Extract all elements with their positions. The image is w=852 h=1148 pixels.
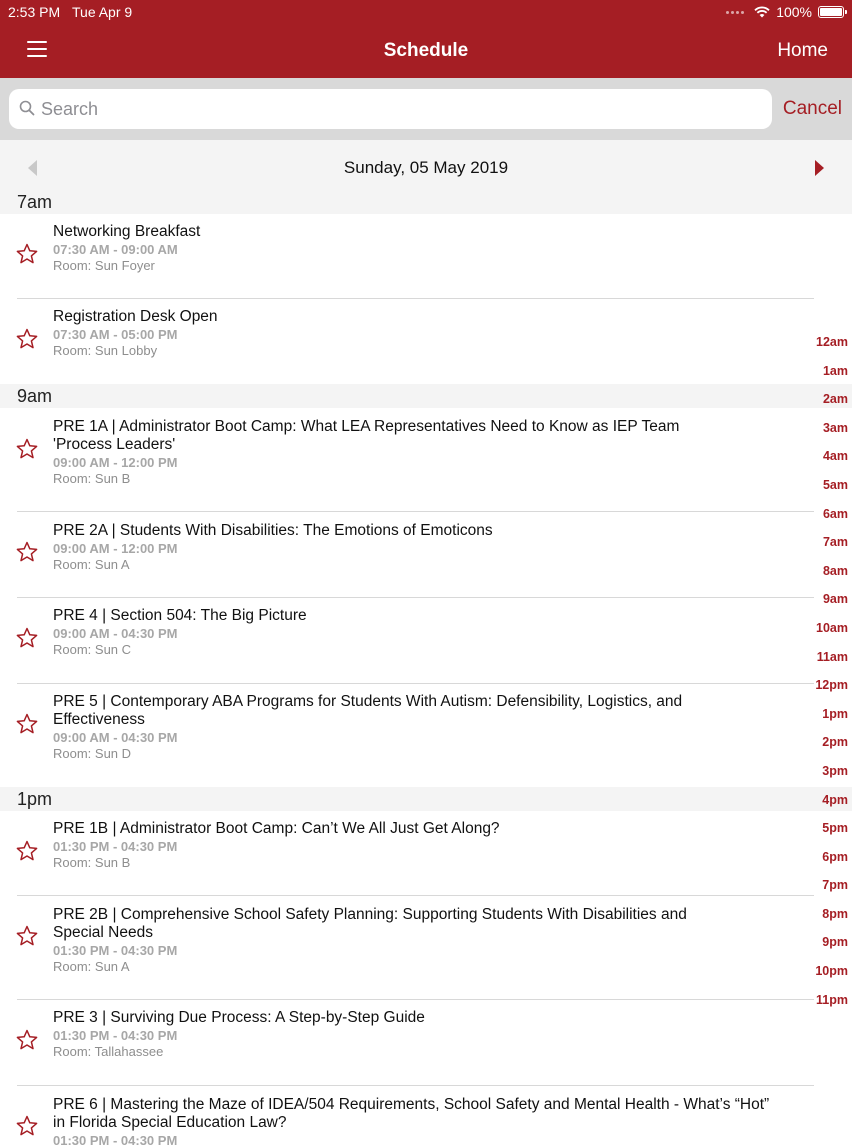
search-icon: [19, 100, 35, 116]
event-room: Room: Sun A: [53, 959, 130, 974]
event-time: 09:00 AM - 04:30 PM: [53, 730, 178, 745]
date-navigator: [0, 140, 852, 190]
event-room: Room: Sun D: [53, 746, 132, 761]
section-label: 7am: [17, 192, 53, 212]
star-icon[interactable]: [15, 1114, 39, 1138]
status-bar: [0, 0, 852, 24]
wifi-icon: [754, 6, 770, 18]
status-date: Tue Apr 9: [72, 4, 133, 20]
event-room: Room: Sun Foyer: [53, 258, 155, 273]
event-time: 09:00 AM - 12:00 PM: [53, 455, 178, 470]
event-time: 07:30 AM - 09:00 AM: [53, 242, 178, 257]
event-room: Room: Sun C: [53, 642, 132, 657]
star-icon[interactable]: [15, 626, 39, 650]
event-title: PRE 2B | Comprehensive School Safety Planning: Supporting Students With Disabilities and Special Needs: [53, 906, 687, 941]
event-row[interactable]: [0, 811, 814, 895]
event-time: 01:30 PM - 04:30 PM: [53, 943, 178, 958]
event-room: Room: Sun Lobby: [53, 343, 158, 358]
hour-index-item[interactable]: 7am: [822, 535, 848, 550]
star-icon[interactable]: [15, 327, 39, 351]
battery-icon: [818, 6, 844, 18]
event-row[interactable]: [0, 684, 814, 787]
event-title: Registration Desk Open: [53, 308, 218, 325]
event-title: PRE 1A | Administrator Boot Camp: What LEA Representatives Need to Know as IEP Team 'Process Leaders': [53, 418, 680, 453]
star-icon[interactable]: [15, 924, 39, 948]
event-title: PRE 3 | Surviving Due Process: A Step-by-Step Guide: [53, 1009, 425, 1026]
event-time: 01:30 PM - 04:30 PM: [53, 839, 178, 854]
section-label: 9am: [17, 386, 53, 406]
event-time: 09:00 AM - 04:30 PM: [53, 626, 178, 641]
hour-index-item[interactable]: 2am: [822, 392, 848, 407]
hour-index-item[interactable]: 3am: [822, 420, 848, 435]
star-icon[interactable]: [15, 712, 39, 736]
star-icon[interactable]: [15, 437, 39, 461]
hour-index-item[interactable]: 5pm: [822, 821, 848, 836]
star-icon[interactable]: [15, 242, 39, 266]
hour-index-item[interactable]: 7pm: [822, 878, 848, 893]
top-bar: [0, 0, 852, 78]
status-right: [726, 4, 844, 20]
event-room: Room: Tallahassee: [53, 1044, 164, 1059]
hour-index-item[interactable]: 12pm: [815, 678, 848, 693]
hour-index-item[interactable]: 6pm: [822, 849, 848, 864]
event-room: Room: Sun B: [53, 855, 131, 870]
hour-index-item[interactable]: 6am: [822, 506, 848, 521]
event-time: 01:30 PM - 04:30 PM: [53, 1028, 178, 1043]
search-box[interactable]: [9, 89, 772, 129]
event-room: Room: Sun B: [53, 471, 131, 486]
hour-index-item[interactable]: 8pm: [822, 906, 848, 921]
next-day-icon[interactable]: [815, 160, 824, 176]
status-time: 2:53 PM: [8, 4, 61, 20]
event-row[interactable]: [0, 598, 814, 683]
home-button[interactable]: Home: [777, 40, 828, 61]
hour-index[interactable]: [808, 335, 848, 1021]
hour-index-item[interactable]: 9am: [822, 592, 848, 607]
section-label: 1pm: [17, 789, 53, 809]
hour-index-item[interactable]: 10am: [816, 620, 848, 635]
current-date: Sunday, 05 May 2019: [343, 158, 509, 177]
section-header-7am: [0, 190, 852, 214]
star-icon[interactable]: [15, 1028, 39, 1052]
event-row[interactable]: [0, 299, 814, 384]
event-room: Room: Sun A: [53, 557, 130, 572]
hour-index-item[interactable]: 5am: [822, 477, 848, 492]
event-row[interactable]: [0, 1000, 814, 1085]
star-icon[interactable]: [15, 540, 39, 564]
hour-index-item[interactable]: 4pm: [822, 792, 848, 807]
cancel-button[interactable]: Cancel: [782, 98, 842, 119]
hour-index-item[interactable]: 8am: [822, 563, 848, 578]
event-title: PRE 2A | Students With Disabilities: The Emotions of Emoticons: [53, 522, 493, 539]
event-title: PRE 4 | Section 504: The Big Picture: [53, 607, 307, 624]
search-bar: [0, 78, 852, 140]
hour-index-item[interactable]: 1am: [822, 363, 848, 378]
star-icon[interactable]: [15, 839, 39, 863]
event-time: 07:30 AM - 05:00 PM: [53, 327, 178, 342]
battery-percent: 100%: [776, 4, 812, 20]
section-header-1pm: [0, 787, 852, 811]
event-row[interactable]: [0, 896, 814, 999]
hour-index-item[interactable]: 12am: [816, 335, 848, 349]
hour-index-item[interactable]: 3pm: [822, 763, 848, 778]
multitasking-dots-icon: [726, 11, 744, 14]
event-time: 01:30 PM - 04:30 PM: [53, 1133, 178, 1148]
event-time: 09:00 AM - 12:00 PM: [53, 541, 178, 556]
event-title: Networking Breakfast: [53, 223, 201, 240]
navigation-bar: [0, 24, 852, 78]
event-title: PRE 5 | Contemporary ABA Programs for Students With Autism: Defensibility, Logistics, and Effectiveness: [53, 693, 683, 728]
event-row[interactable]: [0, 214, 814, 298]
hour-index-item[interactable]: 2pm: [822, 735, 848, 750]
page-title: Schedule: [383, 40, 469, 61]
event-title: PRE 1B | Administrator Boot Camp: Can’t We All Just Get Along?: [53, 820, 500, 837]
event-row[interactable]: [0, 512, 814, 597]
hour-index-item[interactable]: 9pm: [822, 935, 848, 950]
event-row[interactable]: [0, 408, 814, 511]
section-header-9am: [0, 384, 852, 408]
hour-index-item[interactable]: 4am: [822, 449, 848, 464]
search-input[interactable]: [41, 89, 761, 129]
hour-index-item[interactable]: 11am: [816, 649, 848, 664]
hour-index-item[interactable]: 11pm: [816, 992, 848, 1007]
hour-index-item[interactable]: 1pm: [822, 706, 848, 721]
hour-index-item[interactable]: 10pm: [815, 964, 848, 979]
event-row[interactable]: [0, 1086, 814, 1148]
event-title: PRE 6 | Mastering the Maze of IDEA/504 Requirements, School Safety and Mental Health - What’s “Hot” in Florida Special Education Law?: [53, 1096, 770, 1131]
